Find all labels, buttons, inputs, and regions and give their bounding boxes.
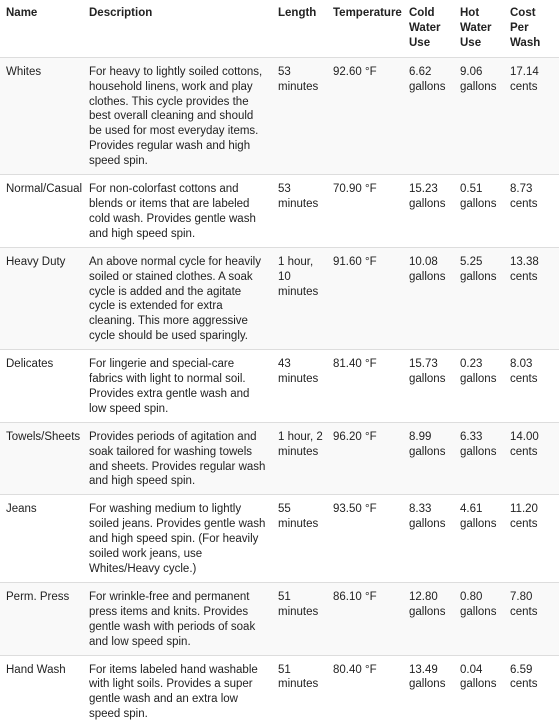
cell-hot-water-use: 0.51 gallons bbox=[454, 175, 504, 248]
cell-cold-water-use: 15.73 gallons bbox=[403, 350, 454, 423]
cell-temperature: 93.50 °F bbox=[327, 495, 403, 583]
header-hot-water-use: Hot Water Use bbox=[454, 0, 504, 57]
cell-name: Normal/Casual bbox=[0, 175, 83, 248]
cell-description: For items labeled hand washable with light soils. Provides a super gentle wash and an extra low speed spin. bbox=[83, 655, 272, 727]
cell-description: For non-colorfast cottons and blends or items that are labeled cold wash. Provides gentle wash and high speed spin. bbox=[83, 175, 272, 248]
cell-cost-per-wash: 6.59 cents bbox=[504, 655, 559, 727]
cell-cold-water-use: 6.62 gallons bbox=[403, 57, 454, 174]
cell-hot-water-use: 9.06 gallons bbox=[454, 57, 504, 174]
table-row bbox=[0, 247, 559, 349]
cell-hot-water-use: 0.80 gallons bbox=[454, 582, 504, 655]
header-description: Description bbox=[83, 0, 272, 57]
cell-length: 53 minutes bbox=[272, 175, 327, 248]
cell-temperature: 96.20 °F bbox=[327, 422, 403, 495]
cell-name: Hand Wash bbox=[0, 655, 83, 727]
cell-description: For wrinkle-free and permanent press items and knits. Provides gentle wash with periods of soak and low speed spin. bbox=[83, 582, 272, 655]
table-row bbox=[0, 655, 559, 727]
cell-length: 43 minutes bbox=[272, 350, 327, 423]
cell-length: 1 hour, 10 minutes bbox=[272, 247, 327, 349]
cell-description: An above normal cycle for heavily soiled or stained clothes. A soak cycle is added and the agitate cycle is extended for extra cleaning. This more aggressive cycle should be used sparingly. bbox=[83, 247, 272, 349]
cell-cold-water-use: 8.99 gallons bbox=[403, 422, 454, 495]
cell-name: Perm. Press bbox=[0, 582, 83, 655]
table-header bbox=[0, 0, 559, 57]
cell-cost-per-wash: 11.20 cents bbox=[504, 495, 559, 583]
header-cost-per-wash: Cost Per Wash bbox=[504, 0, 559, 57]
cell-name: Whites bbox=[0, 57, 83, 174]
cell-cold-water-use: 12.80 gallons bbox=[403, 582, 454, 655]
cell-name: Towels/Sheets bbox=[0, 422, 83, 495]
cell-length: 1 hour, 2 minutes bbox=[272, 422, 327, 495]
header-name: Name bbox=[0, 0, 83, 57]
cell-cost-per-wash: 13.38 cents bbox=[504, 247, 559, 349]
table-row bbox=[0, 350, 559, 423]
table-row bbox=[0, 57, 559, 174]
cell-cold-water-use: 15.23 gallons bbox=[403, 175, 454, 248]
cell-hot-water-use: 0.23 gallons bbox=[454, 350, 504, 423]
header-row bbox=[0, 0, 559, 57]
cell-length: 55 minutes bbox=[272, 495, 327, 583]
cell-name: Delicates bbox=[0, 350, 83, 423]
cell-temperature: 91.60 °F bbox=[327, 247, 403, 349]
cell-cold-water-use: 10.08 gallons bbox=[403, 247, 454, 349]
table-body bbox=[0, 57, 559, 727]
cell-cold-water-use: 13.49 gallons bbox=[403, 655, 454, 727]
table-row bbox=[0, 175, 559, 248]
cell-length: 51 minutes bbox=[272, 655, 327, 727]
cell-length: 51 minutes bbox=[272, 582, 327, 655]
cell-cost-per-wash: 14.00 cents bbox=[504, 422, 559, 495]
cell-cost-per-wash: 8.03 cents bbox=[504, 350, 559, 423]
cell-description: For lingerie and special-care fabrics with light to normal soil. Provides extra gentle wash and low speed spin. bbox=[83, 350, 272, 423]
cell-cost-per-wash: 7.80 cents bbox=[504, 582, 559, 655]
cell-cost-per-wash: 17.14 cents bbox=[504, 57, 559, 174]
cell-temperature: 86.10 °F bbox=[327, 582, 403, 655]
header-length: Length bbox=[272, 0, 327, 57]
cell-name: Heavy Duty bbox=[0, 247, 83, 349]
cell-description: Provides periods of agitation and soak tailored for washing towels and sheets. Provides regular wash and high speed spin. bbox=[83, 422, 272, 495]
cell-description: For washing medium to lightly soiled jeans. Provides gentle wash and high speed spin. (For heavily soiled work jeans, use Whites/Heavy cycle.) bbox=[83, 495, 272, 583]
cell-cost-per-wash: 8.73 cents bbox=[504, 175, 559, 248]
cell-description: For heavy to lightly soiled cottons, household linens, work and play clothes. This cycle provides the best overall cleaning and should be used for most everyday items. Provides regular wash and high speed spin. bbox=[83, 57, 272, 174]
cell-hot-water-use: 5.25 gallons bbox=[454, 247, 504, 349]
cell-hot-water-use: 0.04 gallons bbox=[454, 655, 504, 727]
table-row bbox=[0, 495, 559, 583]
header-temperature: Temperature bbox=[327, 0, 403, 57]
cell-temperature: 81.40 °F bbox=[327, 350, 403, 423]
cell-temperature: 70.90 °F bbox=[327, 175, 403, 248]
cell-hot-water-use: 4.61 gallons bbox=[454, 495, 504, 583]
cell-length: 53 minutes bbox=[272, 57, 327, 174]
table-row bbox=[0, 582, 559, 655]
cell-temperature: 92.60 °F bbox=[327, 57, 403, 174]
cell-name: Jeans bbox=[0, 495, 83, 583]
cell-cold-water-use: 8.33 gallons bbox=[403, 495, 454, 583]
cell-hot-water-use: 6.33 gallons bbox=[454, 422, 504, 495]
header-cold-water-use: Cold Water Use bbox=[403, 0, 454, 57]
cell-temperature: 80.40 °F bbox=[327, 655, 403, 727]
table-row bbox=[0, 422, 559, 495]
